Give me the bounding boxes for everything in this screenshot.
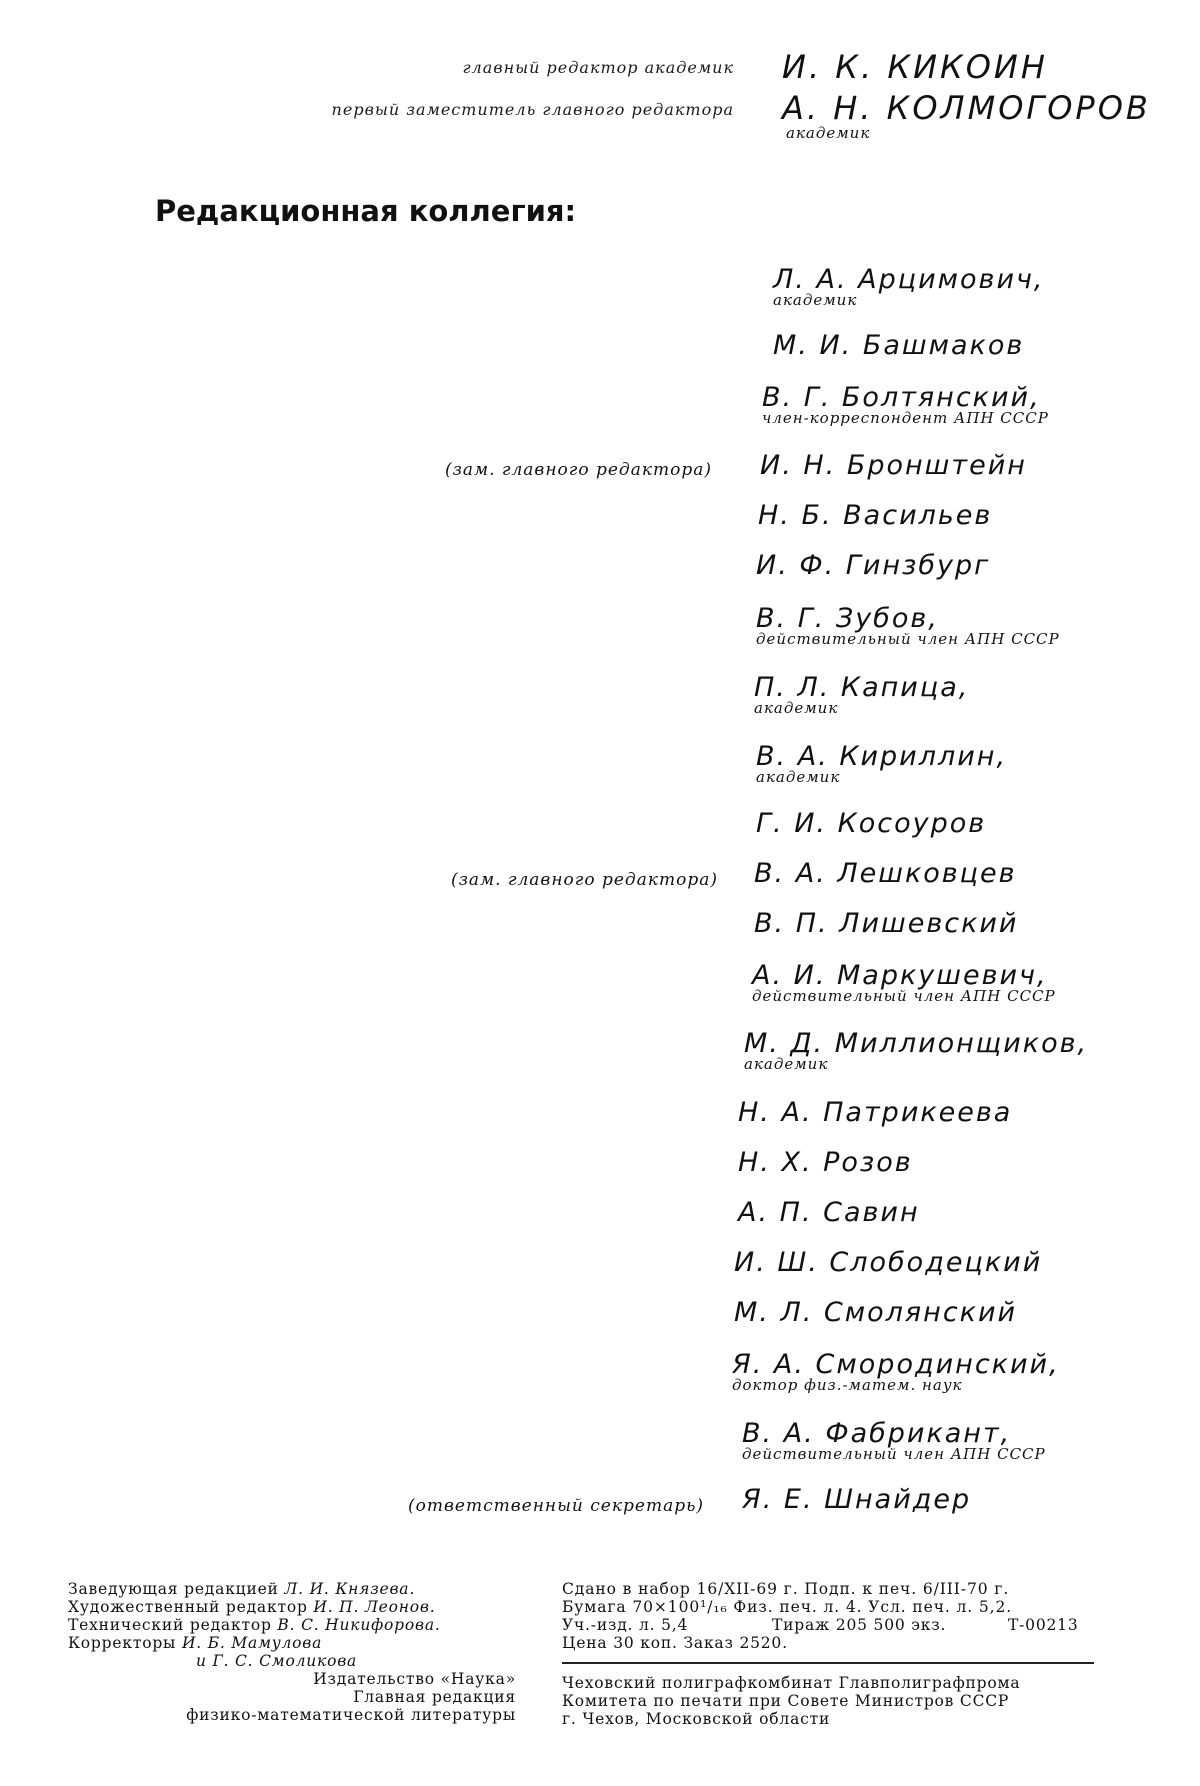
head-editor-label: Заведующая редакцией [68,1580,279,1598]
board-member [758,500,992,531]
member-name: И. Ф. Гинзбург [756,550,991,581]
print-info-line-3a: Уч.-изд. л. 5,4 [562,1616,689,1634]
member-name: И. Н. Бронштейн [760,450,1027,481]
member-role-note: (зам. главного редактора) [444,460,712,480]
print-info-line-4: Цена 30 коп. Заказ 2520. [562,1634,788,1652]
board-member [756,741,1007,786]
board-member [754,672,969,717]
member-name: Н. Х. Розов [738,1147,913,1178]
head-editor-name: Л. И. Князева. [284,1580,416,1598]
proofreader-1: И. Б. Мамулова [181,1634,323,1652]
member-name: М. И. Башмаков [773,330,1025,361]
member-name: И. Ш. Слободецкий [734,1247,1043,1278]
art-editor-name: И. П. Леонов. [313,1598,436,1616]
board-member [744,1028,1088,1073]
tech-editor-name: В. С. Никифорова. [277,1616,441,1634]
board-member [742,1418,1046,1463]
print-info-line-3b: Тираж 205 500 экз. [772,1616,947,1634]
chief-editor-role: главный редактор академик [462,58,734,77]
proofreader-2: и Г. С. Смоликова [196,1652,358,1670]
board-member [756,603,1060,648]
board-member [752,960,1056,1005]
board-heading: Редакционная коллегия: [155,194,577,228]
member-title: действительный член АПН СССР [742,1445,1046,1463]
deputy-editor-name: А. Н. КОЛМОГОРОВ [782,89,1151,127]
publisher-dept-1: Главная редакция [353,1688,516,1706]
board-member [756,550,990,581]
member-name: Г. И. Косоуров [756,808,987,839]
member-title: академик [744,1055,829,1073]
proofreader-2-line [196,1652,357,1670]
deputy-editor-role: первый заместитель главного редактора [331,100,734,119]
board-member [738,1197,920,1228]
board-member [738,1097,1012,1128]
member-role-note: (ответственный секретарь) [408,1496,704,1516]
tech-editor-label: Технический редактор [68,1616,272,1634]
member-name: М. Д. Миллионщиков, [744,1028,1089,1059]
member-title: академик [754,699,839,717]
head-editor-line [68,1580,415,1598]
member-name: В. А. Фабрикант, [742,1418,1012,1449]
member-name: М. Л. Смолянский [734,1297,1018,1328]
board-member [756,808,986,839]
board-member [754,908,1018,939]
member-name: В. Г. Зубов, [756,603,939,634]
board-member [742,1484,971,1515]
print-info-line-3c: Т-00213 [1008,1616,1079,1634]
member-title: действительный член АПН СССР [752,987,1056,1005]
printer-line-3: г. Чехов, Московской области [562,1710,831,1728]
art-editor-line [68,1598,435,1616]
imprint-divider [562,1662,1094,1664]
board-member [760,450,1027,481]
member-name: Н. Б. Васильев [758,500,993,531]
board-member [773,264,1045,309]
member-role-note: (зам. главного редактора) [450,870,718,890]
board-member [738,1147,913,1178]
member-name: А. П. Савин [738,1197,920,1228]
member-name: Я. А. Смородинский, [732,1349,1060,1380]
print-info-line-2: Бумага 70×100¹/₁₆ Физ. печ. л. 4. Усл. печ. л. 5,2. [562,1598,1013,1616]
board-member [732,1349,1060,1394]
member-name: Н. А. Патрикеева [738,1097,1013,1128]
proofreaders-line [68,1634,322,1652]
board-member [762,382,1049,427]
printer-line-1: Чеховский полиграфкомбинат Главполиграфпрома [562,1674,1021,1692]
member-name: Л. А. Арцимович, [773,264,1045,295]
member-title: академик [773,291,858,309]
tech-editor-line [68,1616,441,1634]
member-name: А. И. Маркушевич, [752,960,1048,991]
print-info-line-1: Сдано в набор 16/XII-69 г. Подп. к печ. 6/III-70 г. [562,1580,1010,1598]
board-member [734,1247,1042,1278]
chief-editor-name: И. К. КИКОИН [782,48,1048,86]
board-member [773,330,1024,361]
board-member [734,1297,1017,1328]
publisher-dept-2: физико-математической литературы [186,1706,516,1724]
board-member [754,858,1017,889]
member-name: Я. Е. Шнайдер [742,1484,972,1515]
member-title: академик [756,768,841,786]
member-name: В. П. Лишевский [754,908,1019,939]
deputy-editor-title: академик [786,124,871,142]
proofreaders-label: Корректоры [68,1634,177,1652]
member-title: доктор физ.-матем. наук [732,1376,963,1394]
member-name: В. Г. Болтянский, [762,382,1041,413]
member-name: В. А. Лешковцев [754,858,1017,889]
member-name: В. А. Кириллин, [756,741,1008,772]
member-title: член-корреспондент АПН СССР [762,409,1049,427]
member-title: действительный член АПН СССР [756,630,1060,648]
printer-line-2: Комитета по печати при Совете Министров СССР [562,1692,1010,1710]
publisher: Издательство «Наука» [313,1670,516,1688]
member-name: П. Л. Капица, [754,672,970,703]
art-editor-label: Художественный редактор [68,1598,308,1616]
